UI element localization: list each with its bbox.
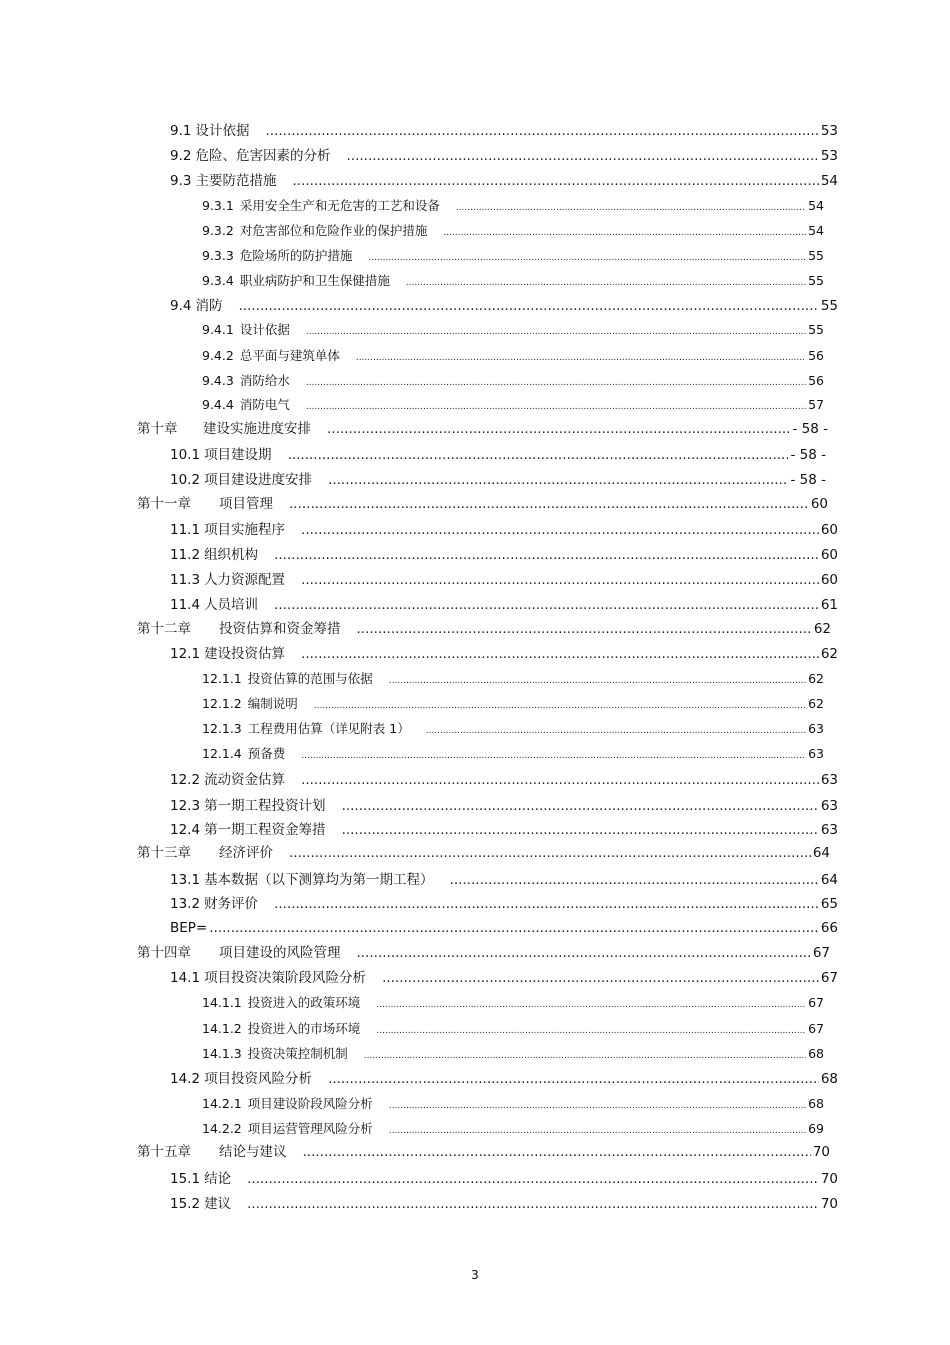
- toc-entry-title: 消防电气: [239, 397, 290, 412]
- toc-entry-title: 主要防范措施: [195, 173, 277, 189]
- toc-entry-page: 63: [820, 798, 838, 814]
- toc-entry-page: 60: [820, 572, 838, 588]
- toc-entry[interactable]: [202, 744, 824, 764]
- toc-entry-page: 55: [808, 273, 824, 288]
- toc-entry-number: 9.4: [170, 298, 192, 314]
- toc-entry-page: 62: [808, 696, 824, 711]
- toc-leader-dots: [301, 770, 819, 790]
- toc-entry-number: 12.2: [170, 772, 201, 788]
- toc-entry[interactable]: [170, 470, 826, 490]
- toc-leader-dots: [342, 820, 819, 840]
- toc-entry[interactable]: [137, 1142, 830, 1162]
- toc-entry[interactable]: [170, 171, 838, 191]
- page-number: 3: [471, 1268, 479, 1282]
- toc-entry-number: 11.1: [170, 522, 201, 538]
- toc-entry-page: 62: [820, 646, 838, 662]
- toc-entry-number: 第十五章: [137, 1144, 191, 1160]
- toc-entry-number: 9.4.1: [202, 322, 234, 337]
- toc-leader-dots: [389, 1121, 806, 1141]
- toc-entry-title: 消防: [195, 298, 223, 314]
- toc-leader-dots: [364, 1046, 806, 1066]
- toc-entry-number: 14.2: [170, 1071, 201, 1087]
- toc-entry-number: 9.3.3: [202, 248, 234, 263]
- toc-entry-number: 9.3.1: [202, 198, 234, 213]
- toc-entry-number: 10.1: [170, 447, 201, 463]
- toc-leader-dots: [314, 696, 806, 716]
- toc-entry-number: 9.1: [170, 123, 192, 139]
- toc-entry-title: 项目建设阶段风险分析: [247, 1096, 373, 1111]
- toc-entry-page: 67: [808, 995, 824, 1010]
- toc-entry-number: 9.4.3: [202, 373, 234, 388]
- toc-leader-dots: [306, 397, 806, 417]
- toc-entry-number: 14.1.2: [202, 1021, 242, 1036]
- toc-entry-number: 11.4: [170, 597, 201, 613]
- toc-entry-title: 结论: [204, 1171, 232, 1187]
- toc-leader-dots: [274, 545, 819, 565]
- toc-entry-page: 63: [820, 822, 838, 838]
- toc-entry[interactable]: [170, 146, 838, 166]
- toc-entry-title: 设计依据: [195, 123, 250, 139]
- toc-entry-page: 64: [812, 845, 830, 861]
- toc-entry-title: 对危害部位和危险作业的保护措施: [239, 223, 428, 238]
- toc-leader-dots: [292, 171, 818, 191]
- toc-entry-title: 财务评价: [204, 896, 259, 912]
- toc-leader-dots: [306, 322, 806, 342]
- toc-leader-dots: [328, 1069, 819, 1089]
- toc-entry-title: 项目投资决策阶段风险分析: [204, 970, 367, 986]
- toc-entry-page: 55: [820, 298, 838, 314]
- toc-entry-number: 12.1: [170, 646, 201, 662]
- toc-entry-number: 9.2: [170, 148, 192, 164]
- toc-leader-dots: [376, 1021, 806, 1041]
- toc-entry[interactable]: [202, 196, 824, 216]
- toc-entry-title: 项目投资风险分析: [204, 1071, 313, 1087]
- toc-entry-page: 66: [820, 920, 838, 936]
- toc-entry[interactable]: [170, 520, 838, 540]
- toc-entry-number: BEP=: [170, 920, 208, 936]
- toc-entry-number: 13.2: [170, 896, 201, 912]
- toc-entry-page: 56: [808, 348, 824, 363]
- toc-entry-number: 12.3: [170, 798, 201, 814]
- toc-entry-page: - 58 -: [790, 472, 826, 488]
- toc-entry-page: 68: [808, 1046, 824, 1061]
- toc-entry-number: 第十章: [137, 421, 178, 437]
- toc-entry-page: 54: [808, 223, 824, 238]
- toc-entry-page: 68: [808, 1096, 824, 1111]
- toc-entry-number: 9.3: [170, 173, 192, 189]
- toc-entry-page: 60: [820, 547, 838, 563]
- toc-entry-title: 建设实施进度安排: [203, 421, 311, 437]
- toc-entry[interactable]: [137, 843, 830, 863]
- toc-leader-dots: [389, 671, 806, 691]
- toc-leader-dots: [247, 1169, 819, 1189]
- toc-entry-number: 14.2.1: [202, 1096, 242, 1111]
- toc-leader-dots: [289, 494, 809, 514]
- toc-leader-dots: [357, 619, 812, 639]
- toc-leader-dots: [342, 796, 819, 816]
- toc-entry[interactable]: [137, 419, 828, 439]
- toc-entry-number: 12.1.3: [202, 721, 242, 736]
- toc-entry-title: 采用安全生产和无危害的工艺和设备: [239, 198, 440, 213]
- toc-leader-dots: [406, 273, 806, 293]
- toc-entry[interactable]: [170, 296, 838, 316]
- toc-entry-title: 项目运营管理风险分析: [247, 1121, 373, 1136]
- toc-leader-dots: [289, 843, 811, 863]
- toc-entry-number: 9.4.2: [202, 348, 234, 363]
- toc-entry-title: 投资估算的范围与依据: [247, 671, 373, 686]
- toc-entry-page: 67: [820, 970, 838, 986]
- toc-entry[interactable]: [170, 1169, 838, 1189]
- toc-entry-title: 经济评价: [219, 845, 273, 861]
- toc-leader-dots: [426, 721, 806, 741]
- toc-entry-title: 职业病防护和卫生保健措施: [239, 273, 390, 288]
- toc-entry-page: 67: [812, 945, 830, 961]
- toc-entry[interactable]: [202, 1044, 824, 1064]
- toc-entry-page: 54: [820, 173, 838, 189]
- toc-entry-title: 编制说明: [247, 696, 298, 711]
- toc-entry-title: 危险场所的防护措施: [239, 248, 353, 263]
- toc-entry[interactable]: [202, 1094, 824, 1114]
- toc-entry-page: 61: [820, 597, 838, 613]
- toc-entry-page: 62: [813, 621, 831, 637]
- toc-entry[interactable]: [137, 619, 831, 639]
- toc-leader-dots: [443, 223, 806, 243]
- toc-entry-number: 9.4.4: [202, 397, 234, 412]
- toc-entry[interactable]: [170, 570, 838, 590]
- toc-entry-title: 基本数据（以下测算均为第一期工程）: [204, 872, 434, 888]
- toc-entry-page: 63: [808, 746, 824, 761]
- toc-entry-page: - 58 -: [792, 421, 828, 437]
- toc-leader-dots: [357, 943, 811, 963]
- toc-entry[interactable]: [170, 968, 838, 988]
- toc-entry-number: 14.1.1: [202, 995, 242, 1010]
- toc-entry[interactable]: [170, 796, 838, 816]
- toc-entry-title: 投资进入的政策环境: [247, 995, 361, 1010]
- toc-entry-page: 63: [820, 772, 838, 788]
- toc-entry-title: 项目建设期: [204, 447, 272, 463]
- toc-entry-number: 11.2: [170, 547, 201, 563]
- toc-leader-dots: [274, 894, 819, 914]
- toc-entry-title: 第一期工程资金筹措: [204, 822, 326, 838]
- toc-entry[interactable]: [202, 371, 824, 391]
- toc-entry-title: 建设投资估算: [204, 646, 286, 662]
- toc-entry[interactable]: [170, 894, 838, 914]
- toc-entry-title: 项目管理: [219, 496, 273, 512]
- toc-leader-dots: [382, 968, 819, 988]
- toc-entry-page: 60: [820, 522, 838, 538]
- toc-entry[interactable]: [170, 870, 838, 890]
- toc-entry-title: 项目实施程序: [204, 522, 286, 538]
- toc-entry-title: 预备费: [247, 746, 286, 761]
- toc-entry[interactable]: [170, 121, 838, 141]
- toc-entry[interactable]: [170, 770, 838, 790]
- toc-entry[interactable]: [202, 1019, 824, 1039]
- toc-entry-page: 53: [820, 148, 838, 164]
- toc-entry-title: 第一期工程投资计划: [204, 798, 326, 814]
- toc-entry-page: 70: [820, 1196, 838, 1212]
- toc-entry-page: 55: [808, 248, 824, 263]
- toc-entry-number: 12.4: [170, 822, 201, 838]
- toc-entry-title: 组织机构: [204, 547, 259, 563]
- toc-entry-title: 设计依据: [239, 322, 290, 337]
- toc-entry[interactable]: [202, 694, 824, 714]
- toc-entry-title: 项目建设的风险管理: [219, 945, 341, 961]
- toc-leader-dots: [288, 445, 789, 465]
- toc-entry[interactable]: [170, 644, 838, 664]
- toc-entry-title: 投资进入的市场环境: [247, 1021, 361, 1036]
- toc-entry[interactable]: [137, 494, 828, 514]
- toc-entry[interactable]: [202, 669, 824, 689]
- toc-leader-dots: [368, 248, 806, 268]
- toc-entry-title: 项目建设进度安排: [204, 472, 313, 488]
- toc-leader-dots: [274, 595, 819, 615]
- toc-entry[interactable]: [170, 1194, 838, 1214]
- toc-entry[interactable]: [202, 395, 824, 415]
- toc-entry-number: 14.1.3: [202, 1046, 242, 1061]
- toc-entry-title: 流动资金估算: [204, 772, 286, 788]
- toc-leader-dots: [301, 746, 806, 766]
- toc-entry[interactable]: [202, 320, 824, 340]
- toc-entry-number: 第十四章: [137, 945, 191, 961]
- toc-entry-page: - 58 -: [790, 447, 826, 463]
- toc-leader-dots: [327, 419, 790, 439]
- toc-entry-page: 62: [808, 671, 824, 686]
- toc-entry-title: 总平面与建筑单体: [239, 348, 340, 363]
- toc-entry-page: 55: [808, 322, 824, 337]
- toc-entry-title: 消防给水: [239, 373, 290, 388]
- toc-entry-page: 60: [810, 496, 828, 512]
- toc-leader-dots: [328, 470, 788, 490]
- toc-entry-number: 9.3.2: [202, 223, 234, 238]
- toc-entry-title: 人员培训: [204, 597, 259, 613]
- toc-entry[interactable]: [170, 820, 838, 840]
- toc-entry-number: 第十一章: [137, 496, 191, 512]
- toc-entry[interactable]: [202, 346, 824, 366]
- toc-entry-title: 人力资源配置: [204, 572, 286, 588]
- toc-entry[interactable]: [202, 1119, 824, 1139]
- toc-entry[interactable]: [202, 271, 824, 291]
- toc-entry-page: 63: [808, 721, 824, 736]
- toc-entry-page: 54: [808, 198, 824, 213]
- toc-entry-number: 15.1: [170, 1171, 201, 1187]
- toc-leader-dots: [238, 296, 818, 316]
- toc-entry-number: 10.2: [170, 472, 201, 488]
- toc-entry-title: 投资估算和资金筹措: [219, 621, 341, 637]
- toc-entry[interactable]: [202, 246, 824, 266]
- toc-entry-number: 11.3: [170, 572, 201, 588]
- toc-entry[interactable]: [202, 993, 824, 1013]
- toc-entry[interactable]: [170, 445, 826, 465]
- toc-entry-number: 14.1: [170, 970, 201, 986]
- toc-entry-title: 结论与建议: [219, 1144, 287, 1160]
- toc-entry[interactable]: [170, 1069, 838, 1089]
- toc-leader-dots: [346, 146, 818, 166]
- toc-entry-page: 65: [820, 896, 838, 912]
- toc-entry-page: 53: [820, 123, 838, 139]
- toc-entry-number: 第十二章: [137, 621, 191, 637]
- toc-leader-dots: [301, 570, 819, 590]
- toc-entry-title: 工程费用估算（详见附表 1）: [247, 721, 410, 736]
- toc-leader-dots: [356, 348, 806, 368]
- toc-entry-page: 70: [812, 1144, 830, 1160]
- toc-entry-title: 危险、危害因素的分析: [195, 148, 331, 164]
- toc-entry-page: 64: [820, 872, 838, 888]
- toc-entry-number: 12.1.4: [202, 746, 242, 761]
- toc-entry[interactable]: [170, 918, 838, 938]
- toc-entry-number: 12.1.1: [202, 671, 242, 686]
- toc-entry[interactable]: [137, 943, 830, 963]
- toc-entry-page: 57: [808, 397, 824, 412]
- toc-leader-dots: [301, 520, 819, 540]
- toc-entry-number: 14.2.2: [202, 1121, 242, 1136]
- toc-entry-page: 67: [808, 1021, 824, 1036]
- toc-leader-dots: [376, 995, 806, 1015]
- toc-entry-number: 15.2: [170, 1196, 201, 1212]
- toc-entry[interactable]: [170, 545, 838, 565]
- toc-entry-page: 69: [808, 1121, 824, 1136]
- toc-leader-dots: [389, 1096, 806, 1116]
- toc-entry[interactable]: [170, 595, 838, 615]
- toc-entry-page: 70: [820, 1171, 838, 1187]
- toc-entry-number: 13.1: [170, 872, 201, 888]
- toc-entry-number: 第十三章: [137, 845, 191, 861]
- toc-entry[interactable]: [202, 719, 824, 739]
- toc-entry-page: 68: [820, 1071, 838, 1087]
- toc-leader-dots: [209, 918, 819, 938]
- toc-entry-number: 12.1.2: [202, 696, 242, 711]
- toc-leader-dots: [450, 870, 819, 890]
- toc-entry-page: 56: [808, 373, 824, 388]
- toc-entry[interactable]: [202, 221, 824, 241]
- toc-entry-number: 9.3.4: [202, 273, 234, 288]
- toc-entry-title: 建议: [204, 1196, 232, 1212]
- toc-leader-dots: [265, 121, 818, 141]
- toc-leader-dots: [303, 1142, 811, 1162]
- toc-leader-dots: [301, 644, 819, 664]
- toc-entry-title: 投资决策控制机制: [247, 1046, 348, 1061]
- toc-leader-dots: [456, 198, 806, 218]
- toc-leader-dots: [247, 1194, 819, 1214]
- toc-leader-dots: [306, 373, 806, 393]
